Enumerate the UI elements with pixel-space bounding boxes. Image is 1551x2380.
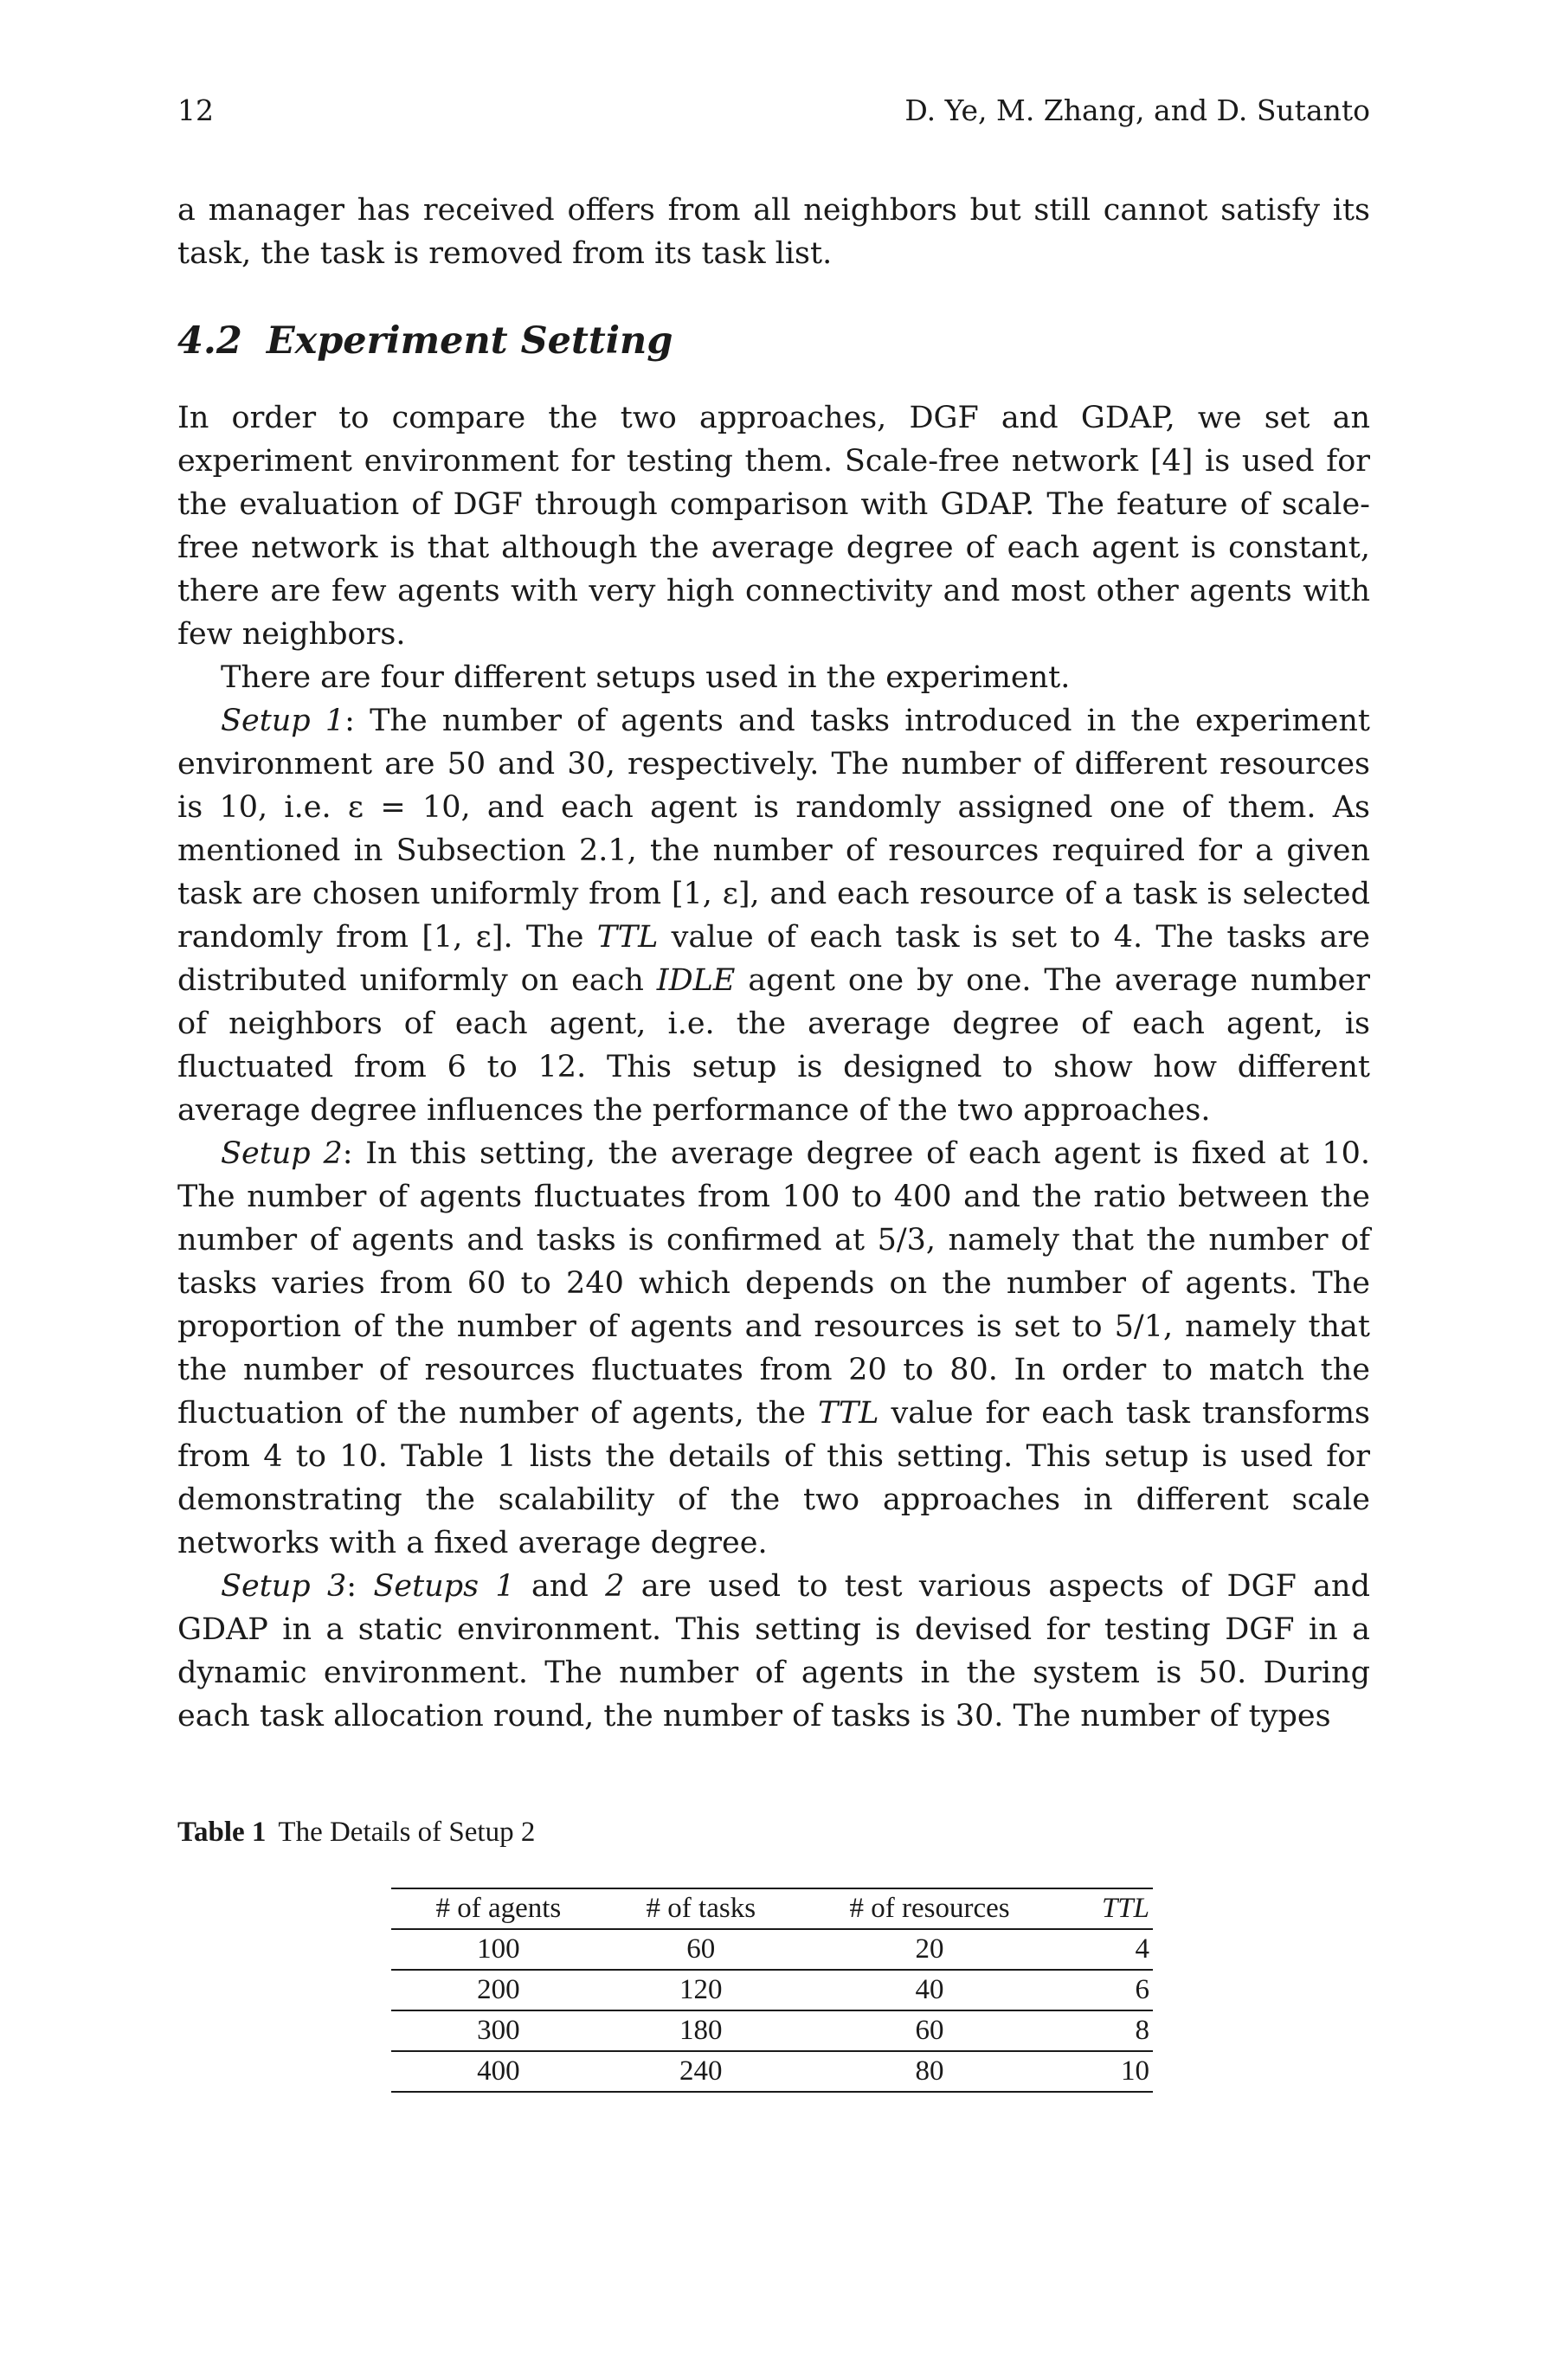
paragraph-setup-2 xyxy=(177,1132,1370,1565)
cell-ttl: 6 xyxy=(1135,1974,1149,2005)
cell-tasks: 120 xyxy=(679,1974,723,2005)
setup-3-text-c: are used to test various aspects of DGF and GDAP in a static environment. This setting is devised for testing DGF in a dynamic environment. The number of agents in the system is 50. During each task allocation round, the number of tasks is 30. The number of types xyxy=(177,1569,1370,1734)
cell-resources: 40 xyxy=(915,1974,944,2005)
setup-1-text-b: value of each task is set to 4. The tasks are distributed uniformly on each xyxy=(177,920,1371,998)
setup-2-text-b: value for each task transforms from 4 to 10. Table 1 lists the details of this setting. This setup is used for demonstrating the scalability of the two approaches in different scale networks with a fixed average degree. xyxy=(177,1396,1370,1560)
page-number: 12 xyxy=(177,93,214,127)
table-1 xyxy=(177,1815,1370,2093)
cell-ttl: 10 xyxy=(1121,2055,1149,2087)
table-header-row xyxy=(391,1888,1153,1929)
setup-2-ttl: TTL xyxy=(817,1396,879,1431)
table-caption-text: The Details of Setup 2 xyxy=(278,1817,536,1848)
setup-3-text-a: : xyxy=(346,1569,374,1604)
section-number: 4.2 xyxy=(177,319,242,363)
setup-1-idle: IDLE xyxy=(656,963,736,998)
body-text xyxy=(177,189,1370,1738)
setup-1-label: Setup 1 xyxy=(221,704,345,738)
paragraph-network: In order to compare the two approaches, DGF and GDAP, we set an experiment environment for testing them. Scale-free network [4] is used for the evaluation of DGF through comparison with GDAP. The feature of scale-free network is that although the average degree of each agent is constant, there are few agents with very high connectivity and most other agents with few neighbors. xyxy=(177,401,1370,652)
header-agents: # of agents xyxy=(435,1893,562,1924)
setup-1-text-c: agent one by one. The average number of neighbors of each agent, i.e. the average degree of each agent, is fluctuated from 6 to 12. This setup is designed to show how different average degree influences the performance of the two approaches. xyxy=(177,963,1370,1128)
cell-tasks: 60 xyxy=(686,1933,716,1965)
paragraph-setup-1 xyxy=(177,699,1370,1132)
cell-agents: 400 xyxy=(477,2055,520,2087)
cell-agents: 300 xyxy=(477,2015,520,2046)
table-caption xyxy=(177,1815,1370,1849)
table-row xyxy=(391,2010,1153,2051)
setup-3-text-b: and xyxy=(514,1569,606,1604)
running-head-authors: D. Ye, M. Zhang, and D. Sutanto xyxy=(904,93,1370,127)
paragraph-setups-intro: There are four different setups used in the experiment. xyxy=(221,660,1071,695)
table-caption-label: Table 1 xyxy=(177,1817,267,1848)
cell-resources: 60 xyxy=(915,2015,944,2046)
setup-3-label: Setup 3 xyxy=(221,1569,347,1604)
paragraph-setup-3 xyxy=(177,1565,1370,1738)
setup-2-text-a: : In this setting, the average degree of each agent is fixed at 10. The number of agents fluctuates from 100 to 400 and the ratio between the number of agents and tasks is confirmed at 5/3, namely that the number of tasks varies from 60 to 240 which depends on the number of agents. The proportion of the number of agents and resources is set to 5/1, namely that the number of resources fluctuates from 20 to 80. In order to match the fluctuation of the number of agents, the xyxy=(177,1136,1370,1431)
cell-ttl: 4 xyxy=(1135,1933,1149,1965)
cell-agents: 100 xyxy=(477,1933,520,1965)
cell-tasks: 240 xyxy=(679,2055,723,2087)
setup-3-ref-b: 2 xyxy=(605,1569,625,1604)
setup-1-text-a: : The number of agents and tasks introduced in the experiment environment are 50 and 30, respectively. The number of different resources is 10, i.e. ε = 10, and each agent is randomly assigned one of them. As mentioned in Subsection 2.1, the number of resources required for a given task are chosen uniformly from [1, ε], and each resource of a task is selected randomly from [1, ε]. The xyxy=(177,704,1370,955)
cell-resources: 20 xyxy=(915,1933,944,1965)
cell-agents: 200 xyxy=(477,1974,520,2005)
setup-2-details-table xyxy=(391,1888,1153,2093)
cell-tasks: 180 xyxy=(679,2015,723,2046)
table-row xyxy=(391,2051,1153,2092)
intro-paragraph: a manager has received offers from all neighbors but still cannot satisfy its task, the task is removed from its task list. xyxy=(177,193,1370,271)
section-title: Experiment Setting xyxy=(266,319,673,363)
setup-1-ttl: TTL xyxy=(596,920,659,955)
cell-ttl: 8 xyxy=(1135,2015,1149,2046)
cell-resources: 80 xyxy=(915,2055,944,2087)
header-tasks: # of tasks xyxy=(646,1893,756,1924)
setup-2-label: Setup 2 xyxy=(221,1136,343,1171)
setup-3-ref-a: Setups 1 xyxy=(373,1569,515,1604)
table-row xyxy=(391,1929,1153,1970)
header-ttl: TTL xyxy=(1101,1893,1149,1924)
table-row xyxy=(391,1970,1153,2010)
header-resources: # of resources xyxy=(849,1893,1010,1924)
section-heading xyxy=(177,318,1370,363)
